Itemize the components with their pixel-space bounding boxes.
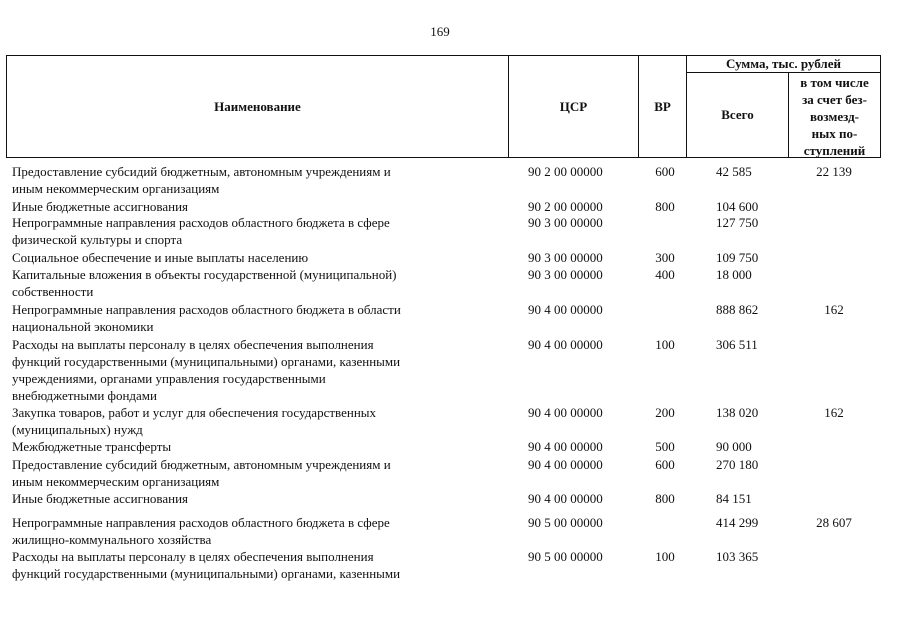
row-total: 109 750	[716, 250, 759, 265]
header-vr: ВР	[654, 98, 671, 114]
row-total: 138 020	[716, 405, 759, 420]
row-csr: 90 4 00 00000	[528, 491, 603, 506]
row-total: 103 365	[716, 549, 759, 564]
row-name: Расходы на выплаты персоналу в целях обеспечения выполнения функций государственными (муниципальными) органами, казенными	[12, 549, 401, 581]
row-csr: 90 5 00 00000	[528, 515, 603, 530]
row-name: Непрограммные направления расходов областного бюджета в сфере физической культуры и спорта	[12, 215, 390, 247]
row-name: Закупка товаров, работ и услуг для обеспечения государственных (муниципальных) нужд	[12, 405, 377, 437]
header-total: Всего	[721, 107, 754, 122]
header-bottom-border	[6, 157, 881, 158]
row-grants: 162	[824, 302, 844, 317]
row-name: Иные бюджетные ассигнования	[12, 491, 189, 506]
table-header	[6, 55, 881, 158]
row-vr: 800	[655, 491, 675, 506]
row-total: 306 511	[716, 337, 758, 352]
row-grants: 162	[824, 405, 844, 420]
row-name: Расходы на выплаты персоналу в целях обеспечения выполнения функций государственными (муниципальными) органами, казенными учреждениями, органами управления государственными внебюджетными фондами	[12, 337, 401, 403]
row-csr: 90 2 00 00000	[528, 164, 603, 179]
row-name: Непрограммные направления расходов областного бюджета в сфере жилищно-коммунального хозяйства	[12, 515, 390, 547]
row-csr: 90 5 00 00000	[528, 549, 603, 564]
row-csr: 90 4 00 00000	[528, 337, 603, 352]
row-name: Непрограммные направления расходов областного бюджета в области национальной экономики	[12, 302, 401, 334]
row-vr: 300	[655, 250, 675, 265]
row-grants: 22 139	[816, 164, 852, 179]
row-total: 414 299	[716, 515, 759, 530]
row-total: 18 000	[716, 267, 752, 282]
row-vr: 100	[655, 337, 675, 352]
header-name: Наименование	[214, 98, 301, 114]
row-name: Предоставление субсидий бюджетным, автономным учреждениям и иным некоммерческим организациям	[12, 164, 391, 196]
row-total: 84 151	[716, 491, 752, 506]
row-total: 42 585	[716, 164, 752, 179]
row-vr: 100	[655, 549, 675, 564]
row-csr: 90 3 00 00000	[528, 215, 603, 230]
row-total: 270 180	[716, 457, 759, 472]
row-vr: 500	[655, 439, 675, 454]
row-csr: 90 4 00 00000	[528, 439, 603, 454]
row-csr: 90 3 00 00000	[528, 267, 603, 282]
row-name: Социальное обеспечение и иные выплаты населению	[12, 250, 309, 265]
row-vr: 200	[655, 405, 675, 420]
row-csr: 90 4 00 00000	[528, 457, 603, 472]
row-name: Иные бюджетные ассигнования	[12, 199, 189, 214]
row-vr: 800	[655, 199, 675, 214]
row-total: 888 862	[716, 302, 759, 317]
row-name: Межбюджетные трансферты	[12, 439, 172, 454]
row-vr: 600	[655, 457, 675, 472]
row-grants: 28 607	[816, 515, 852, 530]
row-csr: 90 3 00 00000	[528, 250, 603, 265]
header-csr: ЦСР	[559, 98, 588, 114]
row-total: 104 600	[716, 199, 759, 214]
row-total: 90 000	[716, 439, 752, 454]
header-sum: Сумма, тыс. рублей	[726, 56, 841, 71]
row-total: 127 750	[716, 215, 759, 230]
row-name: Капитальные вложения в объекты государственной (муниципальной) собственности	[12, 267, 397, 299]
header-right-border	[880, 55, 881, 158]
row-vr: 600	[655, 164, 675, 179]
row-name: Предоставление субсидий бюджетным, автономным учреждениям и иным некоммерческим организациям	[12, 457, 391, 489]
row-csr: 90 4 00 00000	[528, 302, 603, 317]
row-csr: 90 4 00 00000	[528, 405, 603, 420]
header-grants: в том числе за счет без- возмезд- ных по- ступлений	[800, 75, 869, 158]
page-number: 169	[430, 24, 450, 39]
row-csr: 90 2 00 00000	[528, 199, 603, 214]
row-vr: 400	[655, 267, 675, 282]
